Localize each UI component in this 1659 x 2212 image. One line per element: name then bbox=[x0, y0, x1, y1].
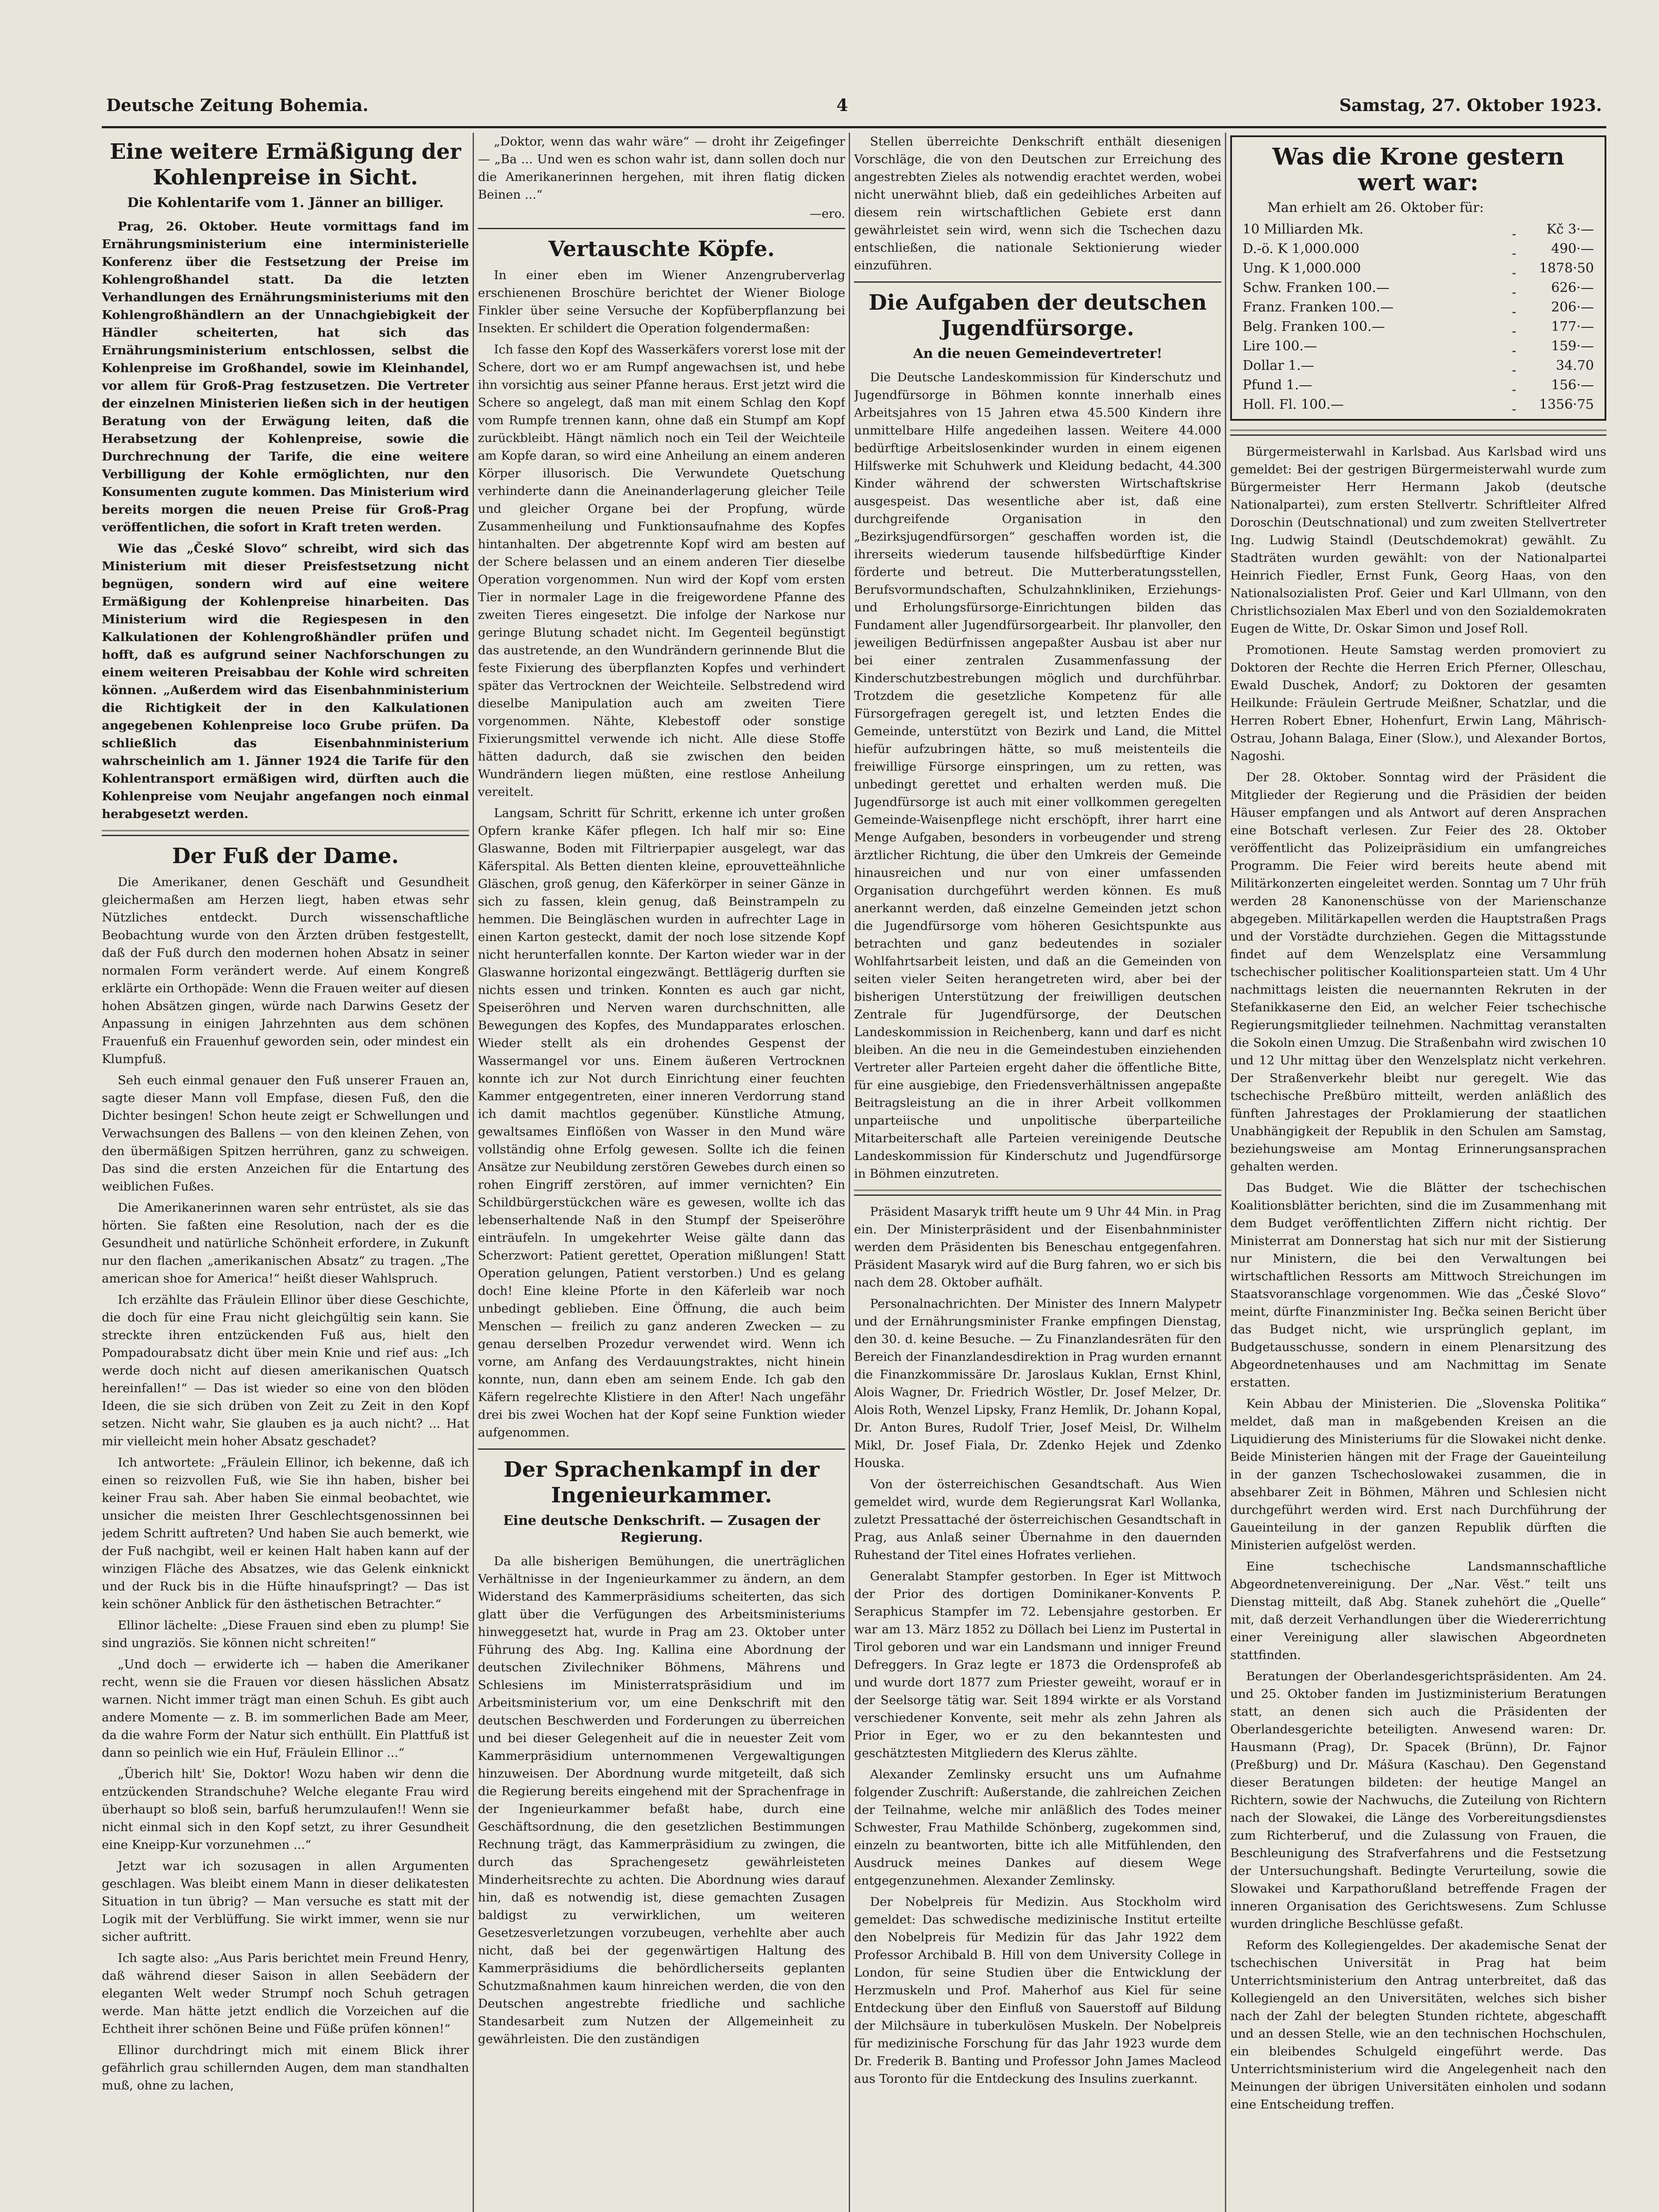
article-paragraph: In einer eben im Wiener Anzengruberverlag erschienenen Broschüre berichtet der Wiener Biologe Finkler über seine Versuche der Kopfüberpflanzung bei Insekten. Er schildert die Operation folgendermaßen: bbox=[478, 268, 845, 335]
dot-leader-line bbox=[1513, 263, 1515, 274]
currency-label: Ung. K 1,000.000 bbox=[1243, 261, 1361, 276]
exchange-rate-row bbox=[1241, 395, 1596, 415]
article-paragraph: Ellinor durchdringt mich mit einem Blick ihrer gefährlich grau schillernden Augen, dem man standhalten muß, ohne zu lachen, bbox=[102, 2043, 469, 2093]
news-item: Das Budget. Wie die Blätter der tschechischen Koalitionsblätter berichten, sind die im Zusammenhang mit dem Budget veröffentlichten Ziffern nicht richtig. Der Ministerrat am Donnerstag hat sich nur mit der Sistierung nur Ministern, die bei den Verwaltungen bei wirtschaftlichen Ressorts am Mittwoch Streichungen im Staatsvoranschlage vorgenommen. Wie das „České Slovo“ meint, dürfte Finanzminister Ing. Bečka seinen Bericht über das Budget nicht, wie ursprünglich geplant, im Budgetausschusse, sondern in einem Plenarsitzung des Abgeordnetenhauses und am Nachmittag im Senate erstatten. bbox=[1230, 1181, 1606, 1390]
dot-leader-line bbox=[1513, 361, 1515, 372]
news-item: Der 28. Oktober. Sonntag wird der Präsident die Mitglieder der Regierung und die Präsidien der beiden Häuser empfangen und als Antwort auf deren Ansprachen eine Botschaft verlesen. Zur Feier des 28. Oktober veröffentlicht das Polizeipräsidium ein umfangreiches Programm. Die Feier wird bereits heute abend mit Militärkonzerten eingeleitet werden. Sonntag um 7 Uhr früh werden 28 Kanonenschüsse von der Marienschanze abgegeben. Militärkapellen werden die Hauptstraßen Prags und der Vorstädte durchziehen. Gegen die Mittagsstunde findet auf dem Wenzelsplatz eine Versammlung tschechischer politischer Koalitionsparteien statt. Um 4 Uhr nachmittags leisten die neuernannten Rekruten in der Stefanikkaserne den Eid, an welcher Feier tschechische Regierungsmitglieder teilnehmen. Nachmittag veranstalten die Sokoln einen Umzug. Die Straßenbahn wird zwischen 10 und 12 Uhr mittag über den Wenzelsplatz nicht verkehren. Der Straßenverkehr bleibt nur geregelt. Wie das tschechische Preßbüro mitteilt, werden anläßlich des fünften Jahrestages der Proklamierung der staatlichen Unabhängigkeit der Republik in den Schulen am Samstag, beziehungsweise am Montag Erinnerungsansprachen gehalten werden. bbox=[1230, 770, 1606, 1174]
article-paragraph: Prag, 26. Oktober. Heute vormittags fand im Ernährungsministerium eine interministerielle Konferenz über die Festsetzung der Preise im Kohlengroßhandel statt. Da die letzten Verhandlungen des Ernährungsministeriums mit den Kohlengroßhändlern an der Unnachgiebigkeit der Händler scheiterten, hat sich das Ernährungsministerium entschlossen, selbst die Kohlenpreise im Großhandel, sowie im Kleinhandel, vor allem für Groß-Prag festzusetzen. Die Vertreter der einzelnen Ministerien ließen sich in der heutigen Beratung von der Erwägung leiten, daß die Herabsetzung der Kohlenpreise, sowie die Durchrechnung der Tarife, die eine weitere Verbilligung der Kohle ermöglichten, nur den Konsumenten zugute kommen. Das Ministerium wird bereits morgen die neuen Preise für Groß-Prag veröffentlichen, die sofort in Kraft treten werden. bbox=[102, 219, 469, 534]
exchange-rate-row bbox=[1241, 259, 1596, 278]
page-number: 4 bbox=[836, 95, 848, 115]
currency-label: Dollar 1.— bbox=[1243, 358, 1314, 373]
dot-leader-line bbox=[1513, 341, 1515, 352]
column-rule bbox=[849, 133, 850, 2212]
exchange-rate-value: 34.70 bbox=[1556, 358, 1594, 373]
news-item: Präsident Masaryk trifft heute um 9 Uhr 44 Min. in Prag ein. Der Ministerpräsident und der Eisenbahnminister werden dem Präsidenten bis Beneschau entgegenfahren. Präsident Masaryk wird auf die Burg fahren, wo er sich bis nach dem 28. Oktober aufhält. bbox=[854, 1205, 1221, 1290]
dot-leader bbox=[1511, 395, 1517, 415]
article-paragraph: Ellinor lächelte: „Diese Frauen sind eben zu plump! Sie sind ungraziös. Sie können nicht schreiten!“ bbox=[102, 1618, 469, 1650]
article-title: Der Sprachenkampf in der Ingenieurkammer. bbox=[504, 1457, 820, 1508]
dot-leader bbox=[1511, 278, 1517, 298]
news-item: Kein Abbau der Ministerien. Die „Slovenska Politika“ meldet, daß man in maßgebenden Kreisen an die Liquidierung des Ministeriums für die Slowakei nicht denke. Beide Ministerien hängen mit der Frage der Gaueinteilung in der ganzen Tschechoslowakei zusammen, die in absehbarer Zeit in Böhmen, Mähren und Schlesien nicht durchgeführt werden wird. Erst nach Durchführung der Gaueinteilung in der ganzen Republik dürften die Ministerien aufgelöst werden. bbox=[1230, 1397, 1606, 1552]
article-separator bbox=[478, 228, 845, 229]
article-subtitle: Eine deutsche Denkschrift. — Zusagen der Regierung. bbox=[503, 1513, 820, 1545]
exchange-rate-row bbox=[1241, 298, 1596, 317]
exchange-rate-value: Kč 3·— bbox=[1546, 222, 1594, 237]
dot-leader bbox=[1511, 259, 1517, 278]
exchange-rate-row bbox=[1241, 239, 1596, 259]
exchange-rate-value: 626·— bbox=[1551, 280, 1594, 296]
dot-leader-line bbox=[1513, 244, 1515, 255]
article-paragraph: „Überich hilt' Sie, Doktor! Wozu haben wir denn die entzückenden Strandschuhe? Welche elegante Frau wird überhaupt so bloß sein, barfuß herumzulaufen!! Wenn sie nicht einmal sich in den Kopf setzt, zu ihrer Gesundheit eine Kneipp-Kur vorzunehmen ...“ bbox=[102, 1767, 469, 1852]
news-item: Alexander Zemlinsky ersucht uns um Aufnahme folgender Zuschrift: Außerstande, die zahlreichen Zeichen der Teilnahme, welche mir anläßlich des Todes meiner Schwester, Frau Mathilde Schönberg, zugekommen sind, einzeln zu beantworten, bitte ich alle Mitfühlenden, den Ausdruck meines Dankes auf diesem Wege entgegenzunehmen. Alexander Zemlinsky. bbox=[854, 1767, 1221, 1888]
dot-leader bbox=[1511, 220, 1517, 239]
exchange-rate-value: 490·— bbox=[1551, 241, 1594, 257]
currency-label: Pfund 1.— bbox=[1243, 377, 1313, 393]
article-paragraph: Ich sagte also: „Aus Paris berichtet mein Freund Henry, daß während dieser Saison in allen Seebädern der eleganten Welt weder Strumpf noch Schuh getragen werde. Man hätte jetzt endlich die Vorzeichen auf die Echtheit ihrer schönen Beine und Füße prüfen können!“ bbox=[102, 1951, 469, 2036]
article-paragraph: „Und doch — erwiderte ich — haben die Amerikaner recht, wenn sie die Frauen vor diesen hässlichen Absatz warnen. Nicht immer trägt man einen Schuh. Es gibt auch andere Momente — z. B. im sommerlichen Bade am Meer, da die wahre Form der Natur sich enthüllt. Ein Plattfuß ist dann so peinlich wie ein Huf, Fräulein Ellinor ...“ bbox=[102, 1657, 469, 1760]
article-paragraph: „Doktor, wenn das wahr wäre“ — droht ihr Zeigefinger — „Ba ... Und wen es schon wahr ist, dann sollen doch nur die Amerikanerinnen hergehen, mit ihren flatig dicken Beinen ...“ bbox=[478, 134, 845, 202]
article-paragraph: Die Deutsche Landeskommission für Kinderschutz und Jugendfürsorge in Böhmen konnte innerhalb eines Arbeitsjahres von 15 Jahren etwa 45.500 Kindern ihre unmittelbare Hilfe angedeihen lassen. Weitere 44.000 bedürftige Arbeitslosenkinder wurden in einem eigenen Hilfswerke mit Schuhwerk und Kleidung bedacht, 44.300 Kinder während der schwersten Wirtschaftskrise ausgespeist. Das wesentliche aber ist, daß eine durchgreifende Organisation in den „Bezirksjugendfürsorgen“ geschaffen worden ist, die ihrerseits wiederum tausende hilfsbedürftige Kinder förderte und betreut. Die Mutterberatungsstellen, Berufsvormundschaften, Schulzahnkliniken, Erziehungs- und Erholungsfürsorge-Einrichtungen bilden das Fundament aller Jugendfürsorgearbeit. Ihr planvoller, den jeweiligen Bedürfnissen angepaßter Ausbau ist aber nur bei einer zentralen Zusammenfassung der Kinderschutzbestrebungen möglich und durchführbar. Trotzdem die gesetzliche Kompetenz für alle Fürsorgefragen geregelt ist, und letzten Endes die Gemeinde, unterstützt von Bezirk und Land, die Mittel hiefür aufzubringen hätte, so muß meistenteils die freiwillige Fürsorge einspringen, um zu retten, was unbedingt gerettet und erhalten werden muß. Die Jugendfürsorge ist auch mit einer vollkommen geregelten Gemeinde-Waisenpflege nicht erschöpft, ihrer harrt eine Menge Aufgaben, besonders in vorbeugender und streng ärztlicher Richtung, die über den Umkreis der Gemeinde hinausreichen und nur von einer umfassenden Organisation durchgeführt werden können. Es muß anerkannt werden, daß einzelne Gemeinden jetzt schon die Jugendfürsorge vom höheren Gesichtspunkte aus betrachten und ganz bedeutendes in sozialer Wohlfahrtsarbeit leisten, und daß an die Gemeinden von seiten vieler Seiten herangetreten wird, aber bei der bisherigen Unterstützung der freiwilligen deutschen Zentrale für Jugendfürsorge, der Deutschen Landeskommission in Reichenberg, kann und darf es nicht bleiben. An die neu in die Gemeindestuben einziehenden Vertreter aller Parteien ergeht daher die öffentliche Bitte, für eine ausgiebige, den Friedensverhältnissen angepaßte Beitragsleistung an die in ihrer Arbeit vollkommen unparteiische und unpolitische überparteiliche Mitarbeiterschaft alle Parteien vereinigende Deutsche Landeskommission für Kinderschutz und Jugendfürsorge in Böhmen einzutreten. bbox=[854, 370, 1221, 1181]
article-paragraph: Ich fasse den Kopf des Wasserkäfers vorerst lose mit der Schere, dort wo er am Rumpf angewachsen ist, und hebe ihn vorsichtig aus seiner Pfanne heraus. Erst jetzt wird die Schere so angelegt, daß man mit einem Schlag den Kopf vom Rumpfe trennen kann, ohne daß ein Stumpf am Kopf zurückbleibt. Hängt nämlich noch ein Teil der Weichteile am Kopfe daran, so wird eine Anheilung an einem anderen Körper illusorisch. Die Verwundete Quetschung verhinderte dann die Aneinanderlagerung gleicher Teile und gleicher Organe bei der Propfung, würde Zusammenheilung und Funktionsaufnahme des Kopfes hintanhalten. Der abgetrennte Kopf wird am besten auf der Schere belassen und an einem anderen Tier dieselbe Operation vorgenommen. Nun wird der Kopf vom ersten Tier in normaler Lage in die freigewordene Pfanne des zweiten Tieres eingesetzt. Die infolge der Narkose nur geringe Blutung schadet nicht. Im Gegenteil begünstigt das austretende, an den Wundrändern gerinnende Blut die feste Fixierung des überpflanzten Kopfes und verhindert später das Vertrocknen der Weichteile. Selbstredend wird dieselbe Manipulation auch am zweiten Tiere vorgenommen. Nähte, Klebestoff oder sonstige Fixierungsmittel verwende ich nicht. Alle diese Stoffe hätten dadurch, daß sie zwischen den beiden Wundrändern liegen müßten, eine restlose Anheilung vereitelt. bbox=[478, 342, 845, 799]
exchange-rate-intro: Man erhielt am 26. Oktober für: bbox=[1267, 200, 1484, 215]
currency-label: Franz. Franken 100.— bbox=[1243, 300, 1394, 315]
news-item: Bürgermeisterwahl in Karlsbad. Aus Karlsbad wird uns gemeldet: Bei der gestrigen Bürgermeisterwahl wurde zum Bürgermeister Herr Hermann Jakob (deutsche Nationalpartei), zum ersten Stellvertr. Schriftleiter Alfred Doroschin (Deutschnational) und zum zweiten Stellvertreter Ing. Ludwig Staindl (Deutschdemokrat) gewählt. Zu Stadträten wurden gewählt: von der Nationalpartei Heinrich Fiedler, Ernst Funk, Georg Haas, von den Nationalsozialisten Prof. Geier und Karl Ullmann, von den Christlichsozialen Max Eberl und von den Sozialdemokraten Eugen de Witte, Dr. Oskar Simon und Josef Roll. bbox=[1230, 445, 1606, 636]
column-1 bbox=[102, 133, 469, 2212]
article-paragraph: Ich antwortete: „Fräulein Ellinor, ich bekenne, daß ich einen so reizvollen Fuß, wie Sie ihn haben, bisher bei keiner Frau sah. Aber haben Sie einmal beobachtet, wie unsicher die meisten Ihrer Geschlechtsgenossinnen bei jedem Schritt auftreten? Und haben Sie auch bemerkt, wie der Fuß nachgibt, weil er keinen Halt haben kann auf der winzigen Fläche des Absatzes, wie das Gelenk einknickt und der Ruck bis in die Hüfte hinaufspringt? — Das ist kein schöner Anblick für den ästhetischen Betrachter.“ bbox=[102, 1455, 469, 1611]
dot-leader bbox=[1511, 376, 1517, 395]
exchange-rate-row bbox=[1241, 278, 1596, 298]
dot-leader-line bbox=[1513, 322, 1515, 333]
dot-leader-line bbox=[1513, 399, 1515, 411]
dot-leader-line bbox=[1513, 224, 1515, 235]
news-item: Personalnachrichten. Der Minister des Innern Malypetr und der Ernährungsminister Franke empfingen Dienstag, den 30. d. keine Besuche. — Zu Finanzlandesräten für den Bereich der Finanzlandesdirektion in Prag wurden ernannt die Finanzkommissäre Dr. Jaroslaus Kuklan, Ernst Khinl, Alois Wagner, Dr. Friedrich Wöstler, Dr. Josef Melzer, Dr. Alois Roth, Wenzel Lipsky, Franz Hemlik, Dr. Johann Kopal, Dr. Anton Bures, Rudolf Trier, Josef Meisl, Dr. Wilhelm Mikl, Dr. Josef Fiala, Dr. Zdenko Hejek und Zdenko Houska. bbox=[854, 1297, 1221, 1470]
dot-leader bbox=[1511, 317, 1517, 337]
column-2 bbox=[478, 133, 845, 2212]
news-item: Promotionen. Heute Samstag werden promoviert zu Doktoren der Rechte die Herren Erich Pferner, Olleschau, Ewald Duschek, Andorf; zu Doktoren der gesamten Heilkunde: Fräulein Gertrude Meißner, Schatzlar, und die Herren Robert Ebner, Hohenfurt, Erwin Lang, Mährisch-Ostrau, Johann Balaga, Einer (Slow.), und Alexander Bortos, Nagoshi. bbox=[1230, 643, 1606, 763]
news-item: Generalabt Stampfer gestorben. In Eger ist Mittwoch der Prior des dortigen Dominikaner-Konvents P. Seraphicus Stampfer im 72. Lebensjahre gestorben. Er war am 13. März 1852 zu Döllach bei Lienz im Pustertal in Tirol geboren und war ein Landsmann und inniger Freund Defreggers. In Graz legte er 1873 die Ordensprofeß ab und wurde dort 1877 zum Priester geweiht, worauf er in der Seelsorge tätig war. Seit 1894 wirkte er als Vorstand verschiedener Konvente, seit mehr als zehn Jahren als Prior in Eger, wo er zu den bekanntesten und geschätztesten Mitgliedern des Klerus zählte. bbox=[854, 1569, 1221, 1760]
dot-leader bbox=[1511, 239, 1517, 259]
article-paragraph: Ich erzählte das Fräulein Ellinor über diese Geschichte, die doch für eine Frau nicht gleichgültig sein kann. Sie streckte ihren entzückenden Fuß aus, hielt den Pompadourabsatz dicht über mein Knie und rief aus: „Ich werde doch nicht auf diesen amerikanischen Quatsch hereinfallen!“ — Das ist wieder so eine von den blöden Ideen, die sie sich drüben von Zeit zu Zeit in den Kopf setzen. Nicht wahr, Sie glauben es ja auch nicht? ... Hat mir vielleicht mein hoher Absatz geschadet? bbox=[102, 1293, 469, 1448]
article-paragraph: Stellen überreichte Denkschrift enthält diesenigen Vorschläge, die von den Deutschen zur Erreichung des angestrebten Zieles als notwendig erachtet werden, wobei nicht unerwähnt blieb, daß ein gedeihliches Arbeiten auf diesem rein wirtschaftlichen Gebiete erst dann gewährleistet sein wird, wenn sich die Tschechen dazu entschließen, die nationale Sektionierung wieder einzuführen. bbox=[854, 134, 1221, 273]
news-item: Reform des Kollegiengeldes. Der akademische Senat der tschechischen Universität in Prag hat beim Unterrichtsministerium den Antrag unterbreitet, daß das Kollegiengeld an den Universitäten, welches sich bisher nach der Zahl der belegten Stunden richtete, abgeschafft und an dessen Stelle, wie an den technischen Hochschulen, ein bleibendes Schulgeld eingeführt werde. Das Unterrichtsministerium wird die Angelegenheit nach den Meinungen der übrigen Universitäten einholen und sodann eine Entscheidung treffen. bbox=[1230, 1938, 1606, 2112]
masthead bbox=[102, 91, 1606, 122]
article-paragraph: Langsam, Schritt für Schritt, erkenne ich unter großen Opfern kranke Käfer pflegen. Ich half mir so: Eine Glaswanne, Boden mit Filtrierpapier ausgelegt, war das Käferspital. Als Betten dienten kleine, eprouvetteähnliche Gläschen, groß genug, den Käferkörper in seiner Gänze in sich zu fassen, klein genug, daß Beinstrampeln zu hemmen. Die Beingläschen wurden in aufrechter Lage in einen Karton gesteckt, damit der noch lose sitzende Kopf nicht herunterfallen konnte. Der Karton wieder war in der Glaswanne horizontal eingezwängt. Bettlägerig durften sie nichts essen und trinken. Konnten es auch gar nicht, Speiseröhren und Nerven waren durchschnitten, alle Bewegungen des Kopfes, des Mundapparates erloschen. Wieder stellt als ein drohendes Gespenst der Wassermangel vor uns. Einem äußeren Vertrocknen konnte ich zur Not durch Einrichtung einer feuchten Kammer entgegentreten, einer inneren Verdorrung stand ich damit machtlos gegenüber. Künstliche Atmung, gewaltsames Einflößen von Wasser in den Mund wäre vollständig ohne Erfolg gewesen. Sollte ich die feinen Ansätze zur Neubildung zerstören Gewebes durch einen so rohen Eingriff zerstören, auf immer vernichten? Ein Schildbürgerstückchen wäre es gewesen, wollte ich das lebenserhaltende Naß in den Stumpf der Speiseröhre einträufeln. In umgekehrter Weise gälte dann das Scherzwort: Patient gerettet, Operation mißlungen! Statt Operation gelungen, Patient verstorben.) Und es gelang doch! Eine kleine Pforte in den Käferleib war noch unbedingt geblieben. Eine Öffnung, die auch beim Menschen — freilich zu ganz anderen Zwecken — zu genau derselben Prozedur verwendet wird. Wenn ich vorne, am Anfang des Verdauungstraktes, nicht hinein konnte, nun, dann eben am seinem Ende. Ich gab den Käfern regelrechte Klistiere in den After! Nach ungefähr drei bis zwei Wochen hat der Kopf seine Funktion wieder aufgenommen. bbox=[478, 806, 845, 1440]
exchange-rate-row bbox=[1241, 337, 1596, 356]
exchange-rate-row bbox=[1241, 376, 1596, 395]
column-rule bbox=[473, 133, 474, 2212]
currency-label: Schw. Franken 100.— bbox=[1243, 280, 1390, 296]
exchange-rate-row bbox=[1241, 317, 1596, 337]
article-title: Eine weitere Ermäßigung der Kohlenpreise in Sicht. bbox=[110, 139, 461, 190]
author-signature: —ero. bbox=[809, 207, 845, 221]
dot-leader bbox=[1511, 337, 1517, 356]
exchange-rate-box bbox=[1230, 135, 1606, 421]
paper-name: Deutsche Zeitung Bohemia. bbox=[106, 95, 369, 115]
article-separator bbox=[1230, 430, 1606, 436]
article-separator bbox=[854, 1190, 1221, 1196]
dot-leader bbox=[1511, 356, 1517, 376]
article-subtitle: Die Kohlentarife vom 1. Jänner an billiger. bbox=[127, 195, 444, 211]
exchange-rate-value: 1356·75 bbox=[1539, 397, 1594, 412]
article-separator bbox=[854, 281, 1221, 283]
article-paragraph: Die Amerikaner, denen Geschäft und Gesundheit gleichermaßen am Herzen liegt, haben etwas sehr Nützliches entdeckt. Durch wissenschaftliche Beobachtung wurde von den Ärzten drüben festgestellt, daß der Fuß durch den modernen hohen Absatz in seiner normalen Form verändert werde. Auf einem Kongreß erklärte ein Orthopäde: Wenn die Frauen weiter auf diesen hohen Absätzen gingen, würde nach Darwins Gesetz der Anpassung in einigen Jahrzehnten aus dem schönen Frauenfuß ein Frauenhuf geworden sein, oder mindest ein Klumpfuß. bbox=[102, 875, 469, 1066]
news-item: Der Nobelpreis für Medizin. Aus Stockholm wird gemeldet: Das schwedische medizinische Institut erteilte den Nobelpreis für Medizin für das Jahr 1922 dem Professor Archibald B. Hill von dem University College in London, für seine Studien über die Entwicklung der Herzmuskeln und Prof. Maherhof aus Kiel für seine Entdeckung über den Einfluß von Sauerstoff auf Bildung der Milchsäure in tuberkulösen Muskeln. Der Nobelpreis für medizinische Forschung für das Jahr 1923 wurde dem Dr. Frederik B. Banting und Professor John James Macleod aus Toronto für die Entdeckung des Insulins zuerkannt. bbox=[854, 1895, 1221, 2086]
article-paragraph: Jetzt war ich sozusagen in allen Argumenten geschlagen. Was bleibt einem Mann in dieser delikatesten Situation in tun übrig? — Man versuche es statt mit der Logik mit der Verblüffung. Sie wirkt immer, wenn sie nur sicher auftritt. bbox=[102, 1859, 469, 1944]
column-3 bbox=[854, 133, 1221, 2212]
exchange-rate-value: 156·— bbox=[1551, 377, 1594, 393]
exchange-rate-value: 177·— bbox=[1551, 319, 1594, 334]
exchange-rate-table bbox=[1241, 220, 1596, 415]
exchange-rate-value: 159·— bbox=[1551, 338, 1594, 354]
currency-label: Holl. Fl. 100.— bbox=[1243, 397, 1344, 412]
issue-date: Samstag, 27. Oktober 1923. bbox=[1339, 95, 1602, 115]
news-item: Eine tschechische Landsmannschaftliche Abgeordnetenvereinigung. Der „Nar. Věst.“ teilt uns Dienstag mitteilt, daß Abg. Stanek zuhehört die „Quelle“ mit, daß derzeit Verhandlungen über die Wiedererrichtung einer Vereinigung aller slawischen Abgeordneten stattfinden. bbox=[1230, 1559, 1606, 1662]
article-separator bbox=[478, 1448, 845, 1450]
exchange-rate-row bbox=[1241, 356, 1596, 376]
exchange-rate-row bbox=[1241, 220, 1596, 239]
currency-label: 10 Milliarden Mk. bbox=[1243, 222, 1364, 237]
article-title: Die Aufgaben der deutschen Jugendfürsorge. bbox=[868, 290, 1207, 341]
article-separator bbox=[102, 830, 469, 836]
article-paragraph: Da alle bisherigen Bemühungen, die unerträglichen Verhältnisse in der Ingenieurkammer zu ändern, an dem Widerstand des Kammerpräsidiums scheiterten, das sich glatt über die Verfügungen des Arbeitsministeriums hinweggesetzt hat, wurde in Prag am 23. Oktober unter Führung des Abg. Ing. Kallina eine Abordnung der deutschen Zivilechniker Böhmens, Mährens und Schlesiens im Ministerratspräsidium und im Arbeitsministerium vor, um eine Denkschrift mit den deutschen Beschwerden und Forderungen zu überreichen und bei dieser Gelegenheit auf die in neuester Zeit vom Kammerpräsidium unternommenen Vergewaltigungen hinzuweisen. Der Abordnung wurde mitgeteilt, daß sich die Regierung bereits eingehend mit der Sprachenfrage in der Ingenieurkammer befaßt habe, durch eine Geschäftsordnung, die den gesetzlichen Bestimmungen Rechnung trägt, das Kammerpräsidium zu zwingen, die durch das Sprachengesetz gewährleisteten Minderheitsrechte zu achten. Die Abordnung wies darauf hin, daß es notwendig ist, diese gemachten Zusagen baldigst zu verwirklichen, um weiteren Gesetzesverletzungen vorzubeugen, verhehlte aber auch nicht, daß bei der gegenwärtigen Haltung des Kammerpräsidiums die behördlicherseits geplanten Schutzmaßnahmen kaum hinreichen werden, die von den Deutschen angestrebte friedliche und sachliche Standesarbeit zum Nutzen der Allgemeinheit zu gewährleisten. Die den zuständigen bbox=[478, 1554, 845, 2046]
currency-label: D.-ö. K 1,000.000 bbox=[1243, 241, 1359, 257]
exchange-rate-value: 206·— bbox=[1551, 300, 1594, 315]
column-4 bbox=[1230, 133, 1606, 2212]
news-item: Von der österreichischen Gesandtschaft. Aus Wien gemeldet wird, wurde dem Regierungsrat Karl Wollanka, zuletzt Pressattaché der österreichischen Gesandtschaft in Prag, aus Anlaß seiner Übernahme in den dauernden Ruhestand der Titel eines Hofrates verliehen. bbox=[854, 1477, 1221, 1562]
column-rule bbox=[1225, 133, 1226, 2212]
article-paragraph: Die Amerikanerinnen waren sehr entrüstet, als sie das hörten. Sie faßten eine Resolution, nach der es die Gesundheit und natürliche Schönheit erfordere, in Zukunft nur den flachen „amerikanischen Absatz“ zu tragen. „The american shoe for America!“ heißt dieser Wahlspruch. bbox=[102, 1201, 469, 1286]
currency-label: Lire 100.— bbox=[1243, 338, 1317, 354]
dot-leader bbox=[1511, 298, 1517, 317]
dot-leader-line bbox=[1513, 302, 1515, 313]
article-paragraph: Seh euch einmal genauer den Fuß unserer Frauen an, sagte dieser Mann voll Empfase, diesen Fuß, den die Dichter besingen! Schon heute zeigt er Schwellungen und Verwachsungen des Ballens — von den kleinen Zehen, von den übermäßigen Spitzen herrühren, ganz zu schweigen. Das sind die ersten Anzeichen für die Entartung des weiblichen Fußes. bbox=[102, 1073, 469, 1194]
article-title: Vertauschte Köpfe. bbox=[548, 237, 775, 261]
dot-leader-line bbox=[1513, 283, 1515, 294]
article-paragraph: Wie das „České Slovo“ schreibt, wird sich das Ministerium mit dieser Preisfestsetzung nicht begnügen, sondern wird auf eine weitere Ermäßigung der Kohlenpreise hinarbeiten. Das Ministerium wird die Regiespesen in den Kalkulationen der Kohlengroßhändler prüfen und hofft, daß es aufgrund seiner Nachforschungen zu einem weiteren Preisabbau der Kohle wird schreiten können. „Außerdem wird das Eisenbahnministerium die Richtigkeit der in den Kalkulationen angegebenen Kohlenpreise loco Grube prüfen. Da schließlich das Eisenbahnministerium wahrscheinlich am 1. Jänner 1924 die Tarife für den Kohlentransport ermäßigen wird, dürften auch die Kohlenpreise vom Neujahr angefangen noch einmal herabgesetzt werden. bbox=[102, 541, 469, 821]
article-title: Der Fuß der Dame. bbox=[172, 844, 399, 868]
news-item: Beratungen der Oberlandesgerichtspräsidenten. Am 24. und 25. Oktober fanden im Justizministerium Beratungen statt, an denen sich auch die Präsidenten der Oberlandesgerichte beteiligten. Anwesend waren: Dr. Hausmann (Prag), Dr. Spacek (Brünn), Dr. Fajnor (Preßburg) und Dr. Mášura (Kaschau). Den Gegenstand dieser Beratungen bildeten: der heutige Mangel an Richtern, sowie der Nachwuchs, die Zuteilung von Richtern nach der Slowakei, die Länge des Vorbereitungsdienstes zum Richterberuf, und die Zulassung von Frauen, die Beschleunigung des Strafverfahrens und die Festsetzung der Untersuchungshaft. Bedingte Verurteilung, sowie die Slowakei und Karpathorußland betreffende Fragen der inneren Organisation des Gerichtswesens. Zum Schlusse wurden dringliche Beschlüsse gefaßt. bbox=[1230, 1669, 1606, 1931]
article-subtitle: An die neuen Gemeindevertreter! bbox=[913, 346, 1162, 361]
header-rule bbox=[102, 126, 1606, 128]
dot-leader-line bbox=[1513, 380, 1515, 391]
exchange-rate-value: 1878·50 bbox=[1539, 261, 1594, 276]
exchange-rate-title: Was die Krone gestern wert war: bbox=[1272, 143, 1564, 196]
currency-label: Belg. Franken 100.— bbox=[1243, 319, 1385, 334]
